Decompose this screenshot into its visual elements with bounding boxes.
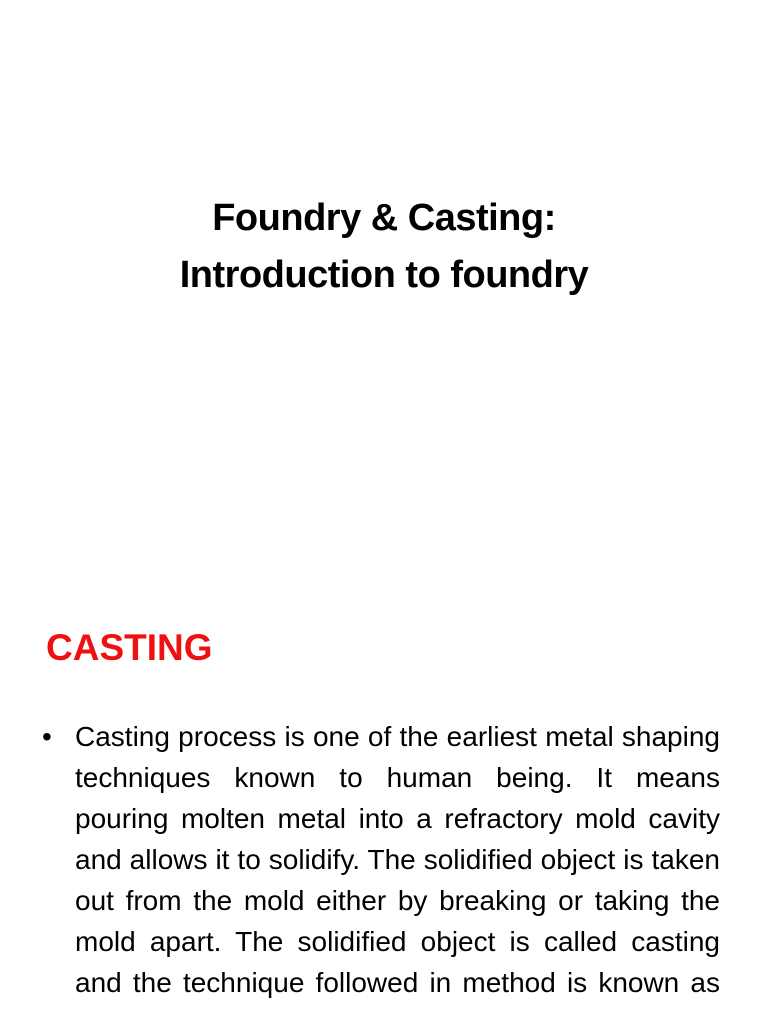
title-line-1: Foundry & Casting: — [212, 197, 556, 239]
content-slide — [0, 576, 768, 1024]
slide-title — [0, 190, 768, 304]
bullet-text: Casting process is one of the earliest metal shaping techniques known to human being. It means pouring molten metal into a refractory mold cavity and allows it to solidify. The solidified object is taken out from the mold either by breaking or taking the mold apart. The solidified object is called casting and the technique followed in method is known as — [75, 721, 720, 998]
section-heading: CASTING — [46, 627, 213, 668]
bullet-list — [42, 716, 720, 1003]
title-line-2: Introduction to foundry — [179, 254, 589, 296]
bullet-marker: • — [42, 721, 52, 752]
list-item — [42, 716, 720, 1003]
